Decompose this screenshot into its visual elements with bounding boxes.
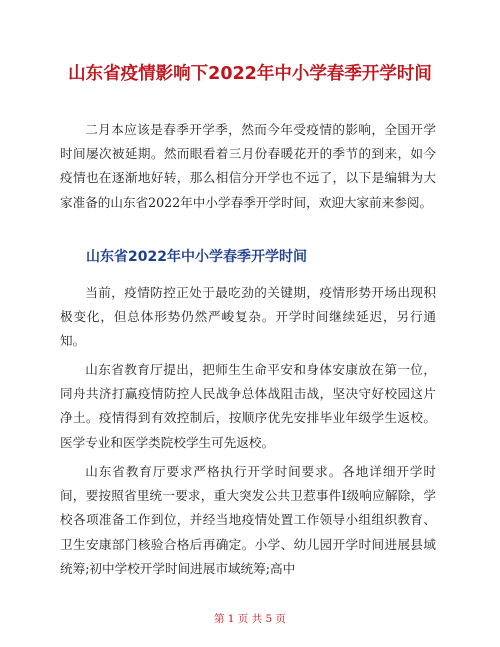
intro-paragraph: 二月本应该是春季开学季，然而今年受疫情的影响，全国开学时间屡次被延期。然而眼看着三月份春暖花开的季节的到来，如今疫情也在逐渐地好转，那么相信分开学也不远了，以下是编辑为大家准备的山东省2022年中小学春季开学时间，欢迎大家前来参阅。 (60, 122, 436, 210)
section-paragraph-2: 山东省教育厅提出，把师生生命平安和身体安康放在第一位，同舟共济打赢疫情防控人民战争总体战阻击战，坚决守好校园这片净土。疫情得到有效控制后，按顺序优先安排毕业年级学生返校。医学专业和医学类院校学生可先返校。 (60, 362, 436, 450)
section-paragraph-1: 当前，疫情防控正处于最吃劲的关键期，疫情形势开场出现积极变化，但总体形势仍然严峻复杂。开学时间继续延迟，另行通知。 (60, 285, 436, 349)
section-paragraph-3: 山东省教育厅要求严格执行开学时间要求。各地详细开学时间，要按照省里统一要求，重大突发公共卫惹事件Ⅰ级响应解除，学校各项准备工作到位，并经当地疫情处置工作领导小组组织教育、卫生安康部门核验合格后再确定。小学、幼儿园开学时间进展县域统筹;初中学校开学时间进展市域统筹;高中 (60, 464, 436, 576)
page-footer: 第 1 页 共 5 页 (213, 613, 287, 625)
document-title: 山东省疫情影响下2022年中小学春季开学时间 (68, 64, 432, 84)
section-heading: 山东省2022年中小学春季开学时间 (86, 249, 307, 265)
